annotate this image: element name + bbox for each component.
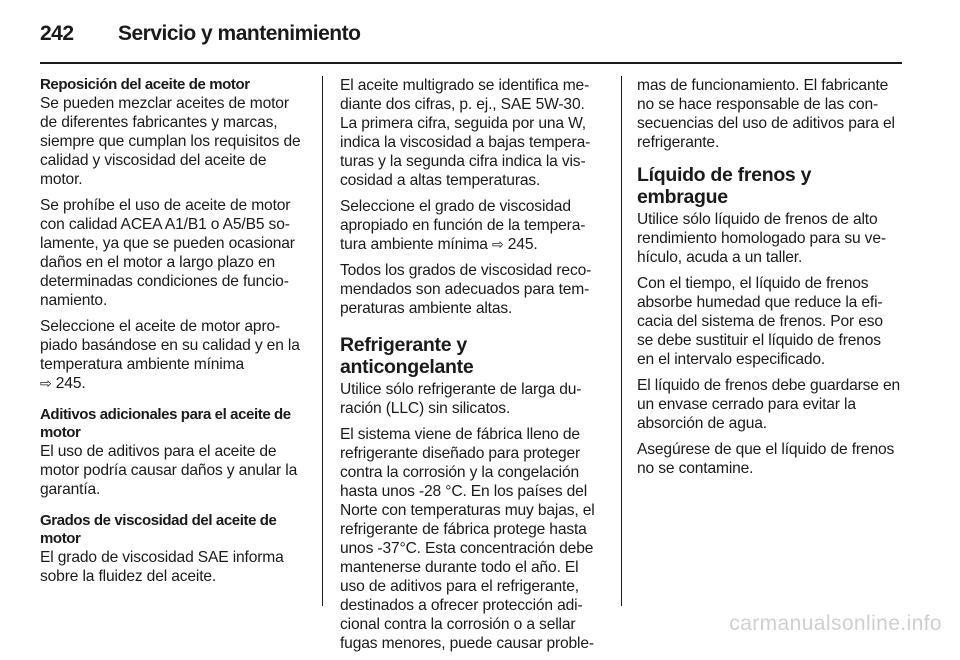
subheading-reposicion: Reposición del aceite de motor (40, 76, 250, 93)
page-number: 242 (40, 22, 74, 45)
column-3 (637, 76, 902, 485)
section-heading-frenos: Líquido de frenos y embrague (637, 164, 812, 208)
watermark: carmanualsonline.info (729, 612, 942, 635)
column-1 (40, 76, 306, 593)
section-heading-refrigerante: Refrigerante y anticongelante (340, 334, 474, 378)
column-divider (322, 76, 323, 606)
page-reference[interactable]: 245. (55, 375, 86, 392)
paragraph: Con el tiempo, el líquido de frenos absorbe humedad que reduce la efi-cacia del sistema de frenos. Por eso se debe sustituir el líquido de frenos en el intervalo especificado. (637, 275, 883, 368)
paragraph: Utilice sólo líquido de frenos de alto rendimiento homologado para su ve-hículo, acuda a un taller. (637, 211, 886, 266)
paragraph: El grado de viscosidad SAE informa sobre la fluidez del aceite. (40, 549, 284, 585)
paragraph: El uso de aditivos para el aceite de motor podría causar daños y anular la garantía. (40, 443, 298, 498)
paragraph: Utilice sólo refrigerante de larga du-ración (LLC) sin silicatos. (340, 381, 582, 417)
column-divider (621, 76, 622, 606)
subheading-aditivos: Aditivos adicionales para el aceite de motor (40, 406, 291, 441)
reference-arrow-icon[interactable]: ⇨ (492, 236, 504, 252)
reference-arrow-icon[interactable]: ⇨ (40, 375, 52, 391)
header-rule (40, 62, 902, 64)
paragraph: El líquido de frenos debe guardarse en un envase cerrado para evitar la absorción de agua. (637, 377, 901, 432)
subheading-grados: Grados de viscosidad del aceite de motor (40, 512, 277, 547)
page-title: Servicio y mantenimiento (118, 22, 361, 45)
page-header (40, 14, 920, 54)
page-reference[interactable]: 245. (507, 236, 538, 253)
paragraph: El sistema viene de fábrica lleno de refrigerante diseñado para proteger contra la corrosión y la congelación hasta unos -28 °C. En los países del Norte con temperaturas muy bajas, el refrigerante de fábrica protege hasta unos -37°C. Esta concentración debe mantenerse durante todo el año. El uso de aditivos para el refrigerante, destinados a ofrecer protección adi-cional contra la corrosión o a sellar fugas menores, puede causar proble- (340, 426, 595, 652)
paragraph: Asegúrese de que el líquido de frenos no se contamine. (637, 441, 895, 477)
paragraph: Seleccione el aceite de motor apro-piado basándose en su calidad y en la temperatura ambiente mínima ⇨ 245. (40, 318, 300, 392)
paragraph: Se prohíbe el uso de aceite de motor con calidad ACEA A1/B1 o A5/B5 so-lamente, ya que se pueden ocasionar daños en el motor a largo plazo en determinadas condiciones de funcio-namiento. (40, 197, 295, 309)
paragraph: Seleccione el grado de viscosidad apropiado en función de la tempera-tura ambiente mínima ⇨ 245. (340, 198, 586, 253)
paragraph: Se pueden mezclar aceites de motor de diferentes fabricantes y marcas, siempre que cumplan los requisitos de calidad y viscosidad del aceite de motor. (40, 95, 301, 188)
column-2 (340, 76, 605, 660)
paragraph: Todos los grados de viscosidad reco-mendados son adecuados para tem-peraturas ambiente altas. (340, 262, 592, 317)
paragraph: mas de funcionamiento. El fabricante no se hace responsable de las con-secuencias del uso de aditivos para el refrigerante. (637, 77, 895, 151)
paragraph: El aceite multigrado se identifica me-diante dos cifras, p. ej., SAE 5W-30. La primera cifra, seguida por una W, indica la viscosidad a bajas tempera-turas y la segunda cifra indica la vis-cosidad a altas temperaturas. (340, 77, 591, 189)
